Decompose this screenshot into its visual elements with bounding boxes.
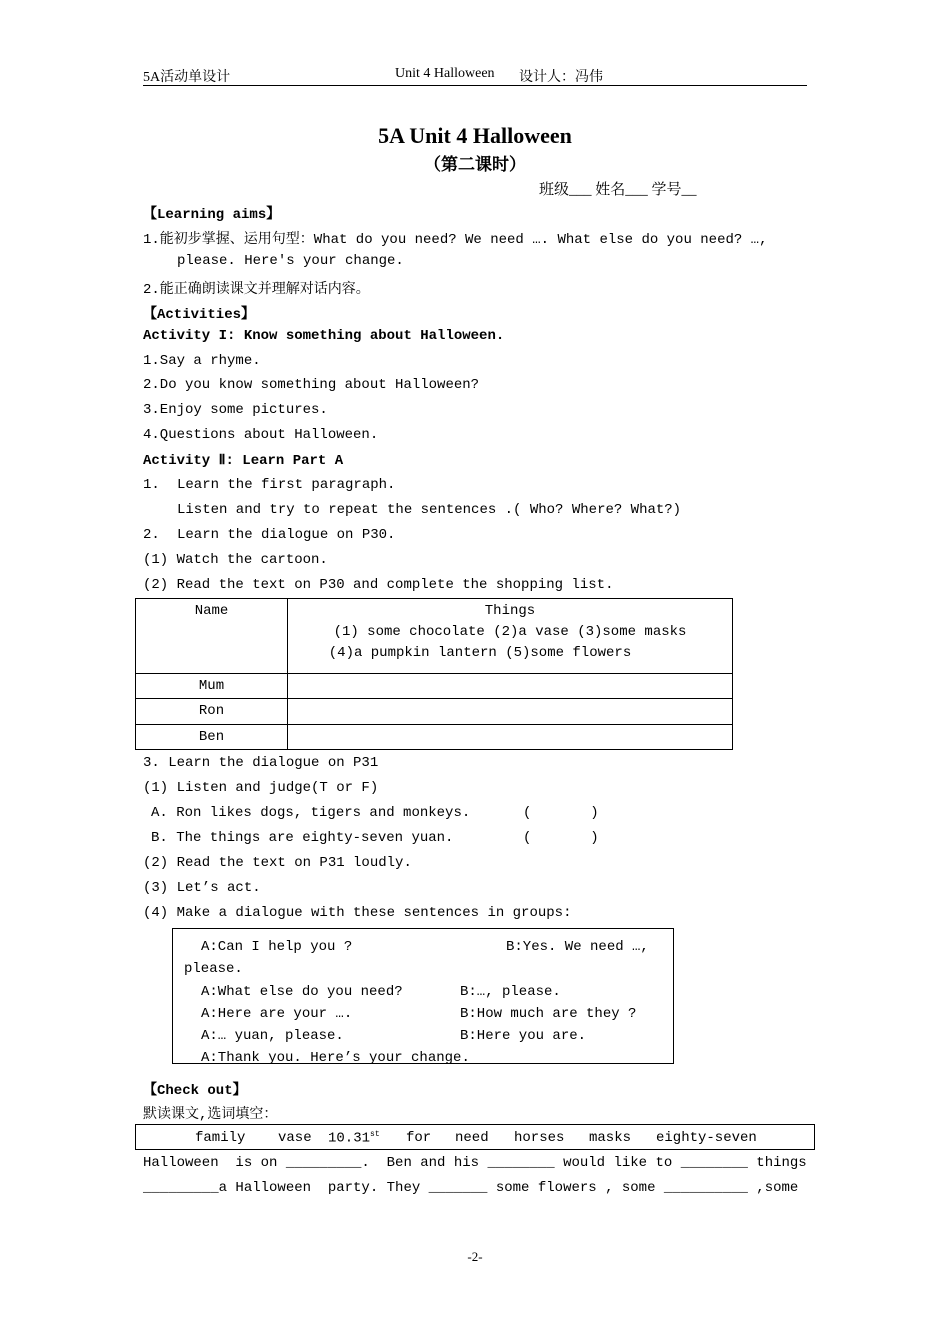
aim-1-cont: please. Here's your change. — [177, 253, 404, 269]
word-bank-item: horses — [514, 1130, 565, 1146]
word-bank-item: need — [455, 1130, 489, 1146]
row-name-ben: Ben — [136, 725, 288, 750]
things-line-1: (1) some chocolate (2)a vase (3)some masks — [333, 624, 687, 640]
word-bank-box — [135, 1124, 815, 1150]
judge-blank-b[interactable]: ( ) — [523, 830, 599, 846]
section-3-a: (1) Listen and judge(T or F) — [143, 780, 379, 796]
row-name-ron: Ron — [136, 699, 288, 725]
table-row — [136, 699, 733, 725]
dialogue-line: B:How much are they ? — [460, 1006, 637, 1022]
fill-blank-line-2[interactable]: _________a Halloween party. They _______ some flowers , some __________ ,some — [143, 1180, 799, 1196]
page-title: 5A Unit 4 Halloween — [378, 123, 572, 148]
section-3-c: (3) Let’s act. — [143, 880, 261, 896]
section-3-title: 3. Learn the dialogue on P31 — [143, 755, 379, 771]
step-1-text: Learn the first paragraph. — [177, 477, 396, 493]
header-rule — [143, 85, 807, 86]
check-out-instruction: 默读课文,选词填空： — [143, 1107, 278, 1123]
aim-1: 1.能初步掌握、运用句型：What do you need? We need …. What else do you need? …, — [143, 232, 768, 248]
judge-question-a: A. Ron likes dogs, tigers and monkeys. — [151, 805, 471, 821]
learning-aims-heading: 【Learning aims】 — [143, 207, 281, 223]
word-bank-item: masks — [589, 1130, 632, 1146]
dialogue-line: please. — [184, 961, 243, 977]
table-row — [136, 674, 733, 699]
aim-2: 2.能正确朗读课文并理解对话内容。 — [143, 282, 370, 298]
row-things-input[interactable] — [288, 674, 733, 699]
section-3-b: (2) Read the text on P31 loudly. — [143, 855, 412, 871]
dialogue-line: B:Yes. We need …, — [506, 939, 649, 955]
step-2-b: (2) Read the text on P30 and complete the shopping list. — [143, 577, 614, 593]
step-2-a: (1) Watch the cartoon. — [143, 552, 328, 568]
word-bank-date-suffix: st — [370, 1130, 380, 1139]
dialogue-line: A:What else do you need? — [201, 984, 403, 1000]
dialogue-line: A:Thank you. Here’s your change. — [201, 1050, 470, 1064]
row-name-mum: Mum — [136, 674, 288, 699]
judge-blank-a[interactable]: ( ) — [523, 805, 599, 821]
header-designer: 设计人：冯伟 — [519, 70, 603, 85]
header-left: 5A活动单设计 — [143, 70, 231, 85]
step-1-number: 1. — [143, 477, 160, 493]
check-out-heading: 【Check out】 — [143, 1083, 247, 1099]
activity-2-title: Activity Ⅱ: Learn Part A — [143, 453, 344, 469]
dialogue-line: B:Here you are. — [460, 1028, 587, 1044]
things-header-text: Things — [484, 603, 536, 619]
things-column-header — [288, 599, 733, 674]
activity-1-item: 3.Enjoy some pictures. — [143, 402, 328, 418]
word-bank-item: eighty-seven — [656, 1130, 757, 1146]
row-things-input[interactable] — [288, 725, 733, 750]
activity-1-item: 2.Do you know something about Halloween? — [143, 377, 480, 393]
activity-1-item: 1.Say a rhyme. — [143, 353, 261, 369]
table-row — [136, 725, 733, 750]
dialogue-line: A:Here are your …. — [201, 1006, 353, 1022]
dialogue-line: A:Can I help you ? — [201, 939, 353, 955]
things-line-2: (4)a pumpkin lantern (5)some flowers — [328, 645, 632, 661]
name-column-header — [136, 599, 288, 674]
page-number: -2- — [467, 1249, 483, 1264]
word-bank-item — [328, 1130, 380, 1147]
word-bank-date: 10.31 — [328, 1130, 371, 1147]
name-header-text: Name — [194, 603, 229, 619]
dialogue-box — [172, 928, 674, 1064]
shopping-list-table — [135, 598, 733, 750]
row-things-input[interactable] — [288, 699, 733, 725]
judge-question-b: B. The things are eighty-seven yuan. — [151, 830, 454, 846]
dialogue-line: A:… yuan, please. — [201, 1028, 344, 1044]
page-subtitle: （第二课时） — [424, 155, 526, 174]
activity-1-title: Activity I: Know something about Halloween. — [143, 328, 505, 344]
header-center: Unit 4 Halloween — [395, 66, 495, 81]
student-info: 班级___ 姓名___ 学号__ — [539, 182, 697, 198]
step-1-sub: Listen and try to repeat the sentences .( Who? Where? What?) — [177, 502, 682, 518]
section-3-d: (4) Make a dialogue with these sentences in groups: — [143, 905, 572, 921]
fill-blank-line-1[interactable]: Halloween is on _________. Ben and his ________ would like to ________ things — [143, 1155, 807, 1171]
word-bank-item: family — [195, 1130, 246, 1146]
activities-heading: 【Activities】 — [143, 307, 256, 323]
step-2-number: 2. — [143, 527, 160, 543]
step-2-text: Learn the dialogue on P30. — [177, 527, 396, 543]
dialogue-line: B:…, please. — [460, 984, 561, 1000]
activity-1-item: 4.Questions about Halloween. — [143, 427, 379, 443]
word-bank-item: for — [406, 1130, 432, 1146]
word-bank-item: vase — [278, 1130, 312, 1146]
